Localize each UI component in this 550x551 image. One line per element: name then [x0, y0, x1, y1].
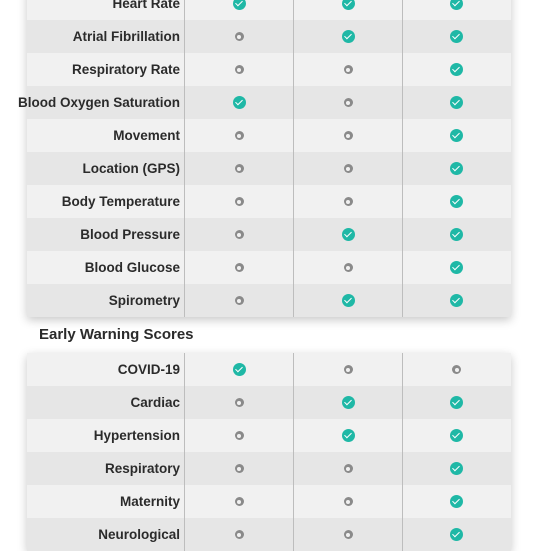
table-row-covid-19: [27, 353, 511, 386]
table-cell: [184, 485, 293, 518]
not-available-icon: [452, 365, 461, 374]
not-available-icon: [235, 398, 244, 407]
table-cell: [184, 152, 293, 185]
row-label: Blood Glucose: [84, 260, 180, 275]
not-available-icon: [344, 530, 353, 539]
table-cell: [293, 284, 402, 317]
row-label: Body Temperature: [61, 194, 180, 209]
table-row-maternity: [27, 485, 511, 518]
table-row-respiratory-rate: [27, 53, 511, 86]
not-available-icon: [344, 365, 353, 374]
row-label: Location (GPS): [82, 161, 180, 176]
not-available-icon: [235, 197, 244, 206]
table-cell: [184, 0, 293, 20]
table-cell: [293, 485, 402, 518]
row-label: Respiratory: [104, 461, 180, 476]
row-label: Atrial Fibrillation: [72, 29, 180, 44]
early-warning-table: [27, 353, 511, 551]
not-available-icon: [235, 530, 244, 539]
check-circle-icon: [450, 528, 463, 541]
row-label: Maternity: [119, 494, 180, 509]
row-label: Blood Pressure: [80, 227, 180, 242]
not-available-icon: [235, 230, 244, 239]
check-circle-icon: [342, 0, 355, 10]
not-available-icon: [344, 164, 353, 173]
check-circle-icon: [450, 294, 463, 307]
table-cell: [402, 518, 510, 551]
table-cell: [293, 353, 402, 386]
table-cell: [184, 518, 293, 551]
check-circle-icon: [450, 96, 463, 109]
table-row-respiratory: [27, 452, 511, 485]
not-available-icon: [235, 65, 244, 74]
not-available-icon: [344, 98, 353, 107]
row-label: Movement: [113, 128, 180, 143]
table-row-neurological: [27, 518, 511, 551]
section-title-early-warning: Early Warning Scores: [39, 326, 194, 343]
row-label: Blood Oxygen Saturation: [17, 95, 180, 110]
not-available-icon: [235, 497, 244, 506]
table-cell: [402, 152, 510, 185]
table-cell: [402, 86, 510, 119]
check-circle-icon: [342, 228, 355, 241]
table-row-hypertension: [27, 419, 511, 452]
table-cell: [402, 353, 510, 386]
table-cell: [402, 185, 510, 218]
row-label: Heart Rate: [112, 0, 180, 11]
table-cell: [293, 0, 402, 20]
check-circle-icon: [450, 462, 463, 475]
not-available-icon: [235, 296, 244, 305]
table-cell: [184, 452, 293, 485]
table-row-spirometry: [27, 284, 511, 317]
table-cell: [402, 419, 510, 452]
table-cell: [184, 119, 293, 152]
table-cell: [293, 119, 402, 152]
table-cell: [293, 218, 402, 251]
table-cell: [293, 452, 402, 485]
not-available-icon: [344, 65, 353, 74]
not-available-icon: [344, 497, 353, 506]
check-circle-icon: [450, 0, 463, 10]
check-circle-icon: [233, 363, 246, 376]
not-available-icon: [235, 431, 244, 440]
table-cell: [402, 218, 510, 251]
table-cell: [293, 185, 402, 218]
table-cell: [402, 0, 510, 20]
check-circle-icon: [450, 495, 463, 508]
check-circle-icon: [342, 294, 355, 307]
row-label: Hypertension: [93, 428, 180, 443]
check-circle-icon: [450, 429, 463, 442]
table-cell: [293, 419, 402, 452]
check-circle-icon: [450, 396, 463, 409]
not-available-icon: [235, 464, 244, 473]
table-cell: [402, 485, 510, 518]
check-circle-icon: [233, 0, 246, 10]
table-cell: [402, 119, 510, 152]
table-cell: [184, 218, 293, 251]
table-row-blood-oxygen-saturation: [17, 86, 511, 119]
table-cell: [184, 53, 293, 86]
table-row-location-gps: [27, 152, 511, 185]
check-circle-icon: [342, 396, 355, 409]
table-cell: [184, 86, 293, 119]
check-circle-icon: [450, 228, 463, 241]
check-circle-icon: [450, 195, 463, 208]
not-available-icon: [235, 263, 244, 272]
table-row-body-temperature: [27, 185, 511, 218]
table-row-movement: [27, 119, 511, 152]
table-cell: [293, 20, 402, 53]
row-label: Neurological: [98, 527, 180, 542]
check-circle-icon: [450, 63, 463, 76]
table-row-atrial-fibrillation: [27, 20, 511, 53]
not-available-icon: [235, 164, 244, 173]
check-circle-icon: [342, 429, 355, 442]
table-cell: [402, 284, 510, 317]
row-label: Spirometry: [108, 293, 180, 308]
table-cell: [293, 386, 402, 419]
table-cell: [293, 86, 402, 119]
table-row-blood-pressure: [27, 218, 511, 251]
table-row-heart-rate: [27, 0, 511, 20]
table-cell: [293, 251, 402, 284]
table-cell: [184, 185, 293, 218]
row-label: COVID-19: [117, 362, 180, 377]
table-cell: [184, 386, 293, 419]
table-cell: [184, 419, 293, 452]
check-circle-icon: [450, 162, 463, 175]
check-circle-icon: [450, 30, 463, 43]
row-label: Cardiac: [130, 395, 180, 410]
table-cell: [184, 353, 293, 386]
check-circle-icon: [450, 261, 463, 274]
table-row-cardiac: [27, 386, 511, 419]
table-cell: [184, 20, 293, 53]
check-circle-icon: [233, 96, 246, 109]
table-cell: [184, 284, 293, 317]
not-available-icon: [235, 131, 244, 140]
not-available-icon: [344, 197, 353, 206]
check-circle-icon: [342, 30, 355, 43]
table-cell: [402, 53, 510, 86]
table-cell: [293, 152, 402, 185]
table-cell: [402, 251, 510, 284]
table-cell: [402, 20, 510, 53]
table-cell: [293, 53, 402, 86]
check-circle-icon: [450, 129, 463, 142]
not-available-icon: [235, 32, 244, 41]
vital-signs-table: [17, 0, 511, 317]
row-label: Respiratory Rate: [71, 62, 180, 77]
table-cell: [402, 452, 510, 485]
not-available-icon: [344, 263, 353, 272]
table-cell: [293, 518, 402, 551]
not-available-icon: [344, 131, 353, 140]
table-cell: [184, 251, 293, 284]
not-available-icon: [344, 464, 353, 473]
table-cell: [402, 386, 510, 419]
table-row-blood-glucose: [27, 251, 511, 284]
